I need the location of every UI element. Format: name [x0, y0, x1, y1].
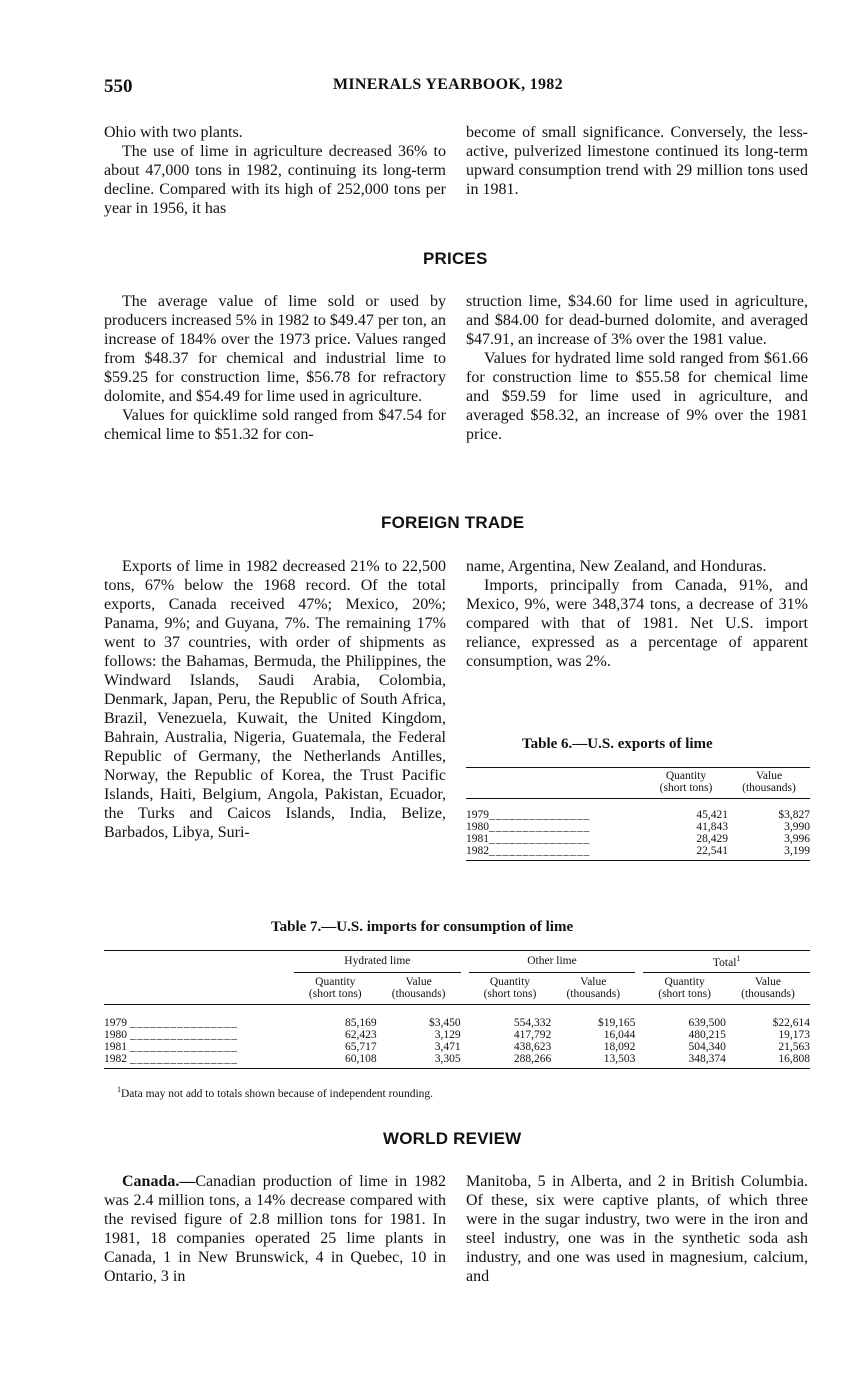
- prices-right-column: [466, 292, 808, 444]
- paragraph: Canada.—Canadian production of lime in 1982 was 2.4 million tons, a 14% decrease compared with the revised figure of 2.8 million tons for 1981. In 1981, 18 companies operated 25 lime plants in Canada, 1 in New Brunswick, 4 in Quebec, 10 in Ontario, 3 in: [104, 1173, 446, 1285]
- prices-left-column: [104, 292, 446, 444]
- table6-col-val: Value (thousands): [742, 770, 796, 794]
- table7-group-total: Total$^1$: [643, 951, 810, 973]
- world-review-left-column: [104, 1172, 446, 1286]
- running-title: MINERALS YEARBOOK, 1982: [333, 76, 563, 93]
- table6-caption: Table 6.—U.S. exports of lime: [522, 736, 713, 752]
- paragraph: become of small significance. Conversely, the less-active, pulverized limestone continued its long-term upward consumption trend with 29 million tons used in 1981.: [466, 124, 808, 198]
- paragraph: Ohio with two plants.: [104, 124, 243, 141]
- table-row: 1982_______________ 22,541 3,199: [466, 845, 810, 857]
- table7-footnote: $^1$Data may not add to totals shown because of independent rounding.: [117, 1085, 434, 1100]
- paragraph: Manitoba, 5 in Alberta, and 2 in British Columbia. Of these, six were captive plants, of which three were in the sugar industry, two were in the iron and steel industry, one was in the synthetic soda ash industry, and one was used in magnesium, calcium, and: [466, 1173, 808, 1285]
- world-review-right-column: [466, 1172, 808, 1286]
- table7-group-hydrated: Hydrated lime: [294, 951, 461, 973]
- table7: Hydrated lime Other lime Total$^1$ Quantity (short tons) Value (thousands) Quantity (short tons) Value (thousands) Quantity (short tons) Value (thousands) 1979 ________________ 85,169 $3,450 554,332 $19,165 639,500 $22,614 1980 ________________ 62,423 3,129 417,792 16,044 480,215 19,173 1981 ________________ 65,717 3,471 438,623 18,092 504,340 21,563 1982 ________________ 60,108 3,305 288,266 13,503 348,374 16,808: [104, 950, 810, 1069]
- paragraph: Exports of lime in 1982 decreased 21% to 22,500 tons, 67% below the 1968 record. Of the total exports, Canada received 47%; Mexico, 20%; Panama, 9%; and Guyana, 7%. The remaining 17% went to 37 countries, with order of shipments as follows: the Bahamas, Bermuda, the Philippines, the Windward Islands, Saudi Arabia, Colombia, Denmark, Japan, Peru, the Republic of South Africa, Brazil, Venezuela, Kuwait, the United Kingdom, Bahrain, Australia, Nigeria, Guatemala, the Federal Republic of Germany, the Netherlands Antilles, Norway, the Republic of Korea, the Trust Pacific Islands, Haiti, Belgium, Angola, Pakistan, Ecuador, the Turks and Caicos Islands, India, Belize, Barbados, Libya, Suri-: [104, 558, 446, 841]
- foreign-trade-left-column: [104, 557, 446, 842]
- paragraph: Imports, principally from Canada, 91%, and Mexico, 9%, were 348,374 tons, a decrease of 31% compared with that of 1981. Net U.S. import reliance, expressed as a percentage of apparent consumption, was 2%.: [466, 577, 808, 670]
- intro-right-column: [466, 123, 808, 199]
- paragraph: Values for quicklime sold ranged from $47.54 for chemical lime to $51.32 for con-: [104, 407, 446, 443]
- paragraph: struction lime, $34.60 for lime used in agriculture, and $84.00 for dead-burned dolomite, and averaged $47.91, an increase of 3% over the 1981 value.: [466, 293, 808, 348]
- section-heading-world-review: WORLD REVIEW: [383, 1129, 522, 1148]
- table-row: 1981 ________________ 65,717 3,471 438,623 18,092 504,340 21,563: [104, 1040, 810, 1053]
- table7-caption: Table 7.—U.S. imports for consumption of lime: [271, 919, 574, 935]
- paragraph: The use of lime in agriculture decreased 36% to about 47,000 tons in 1982, continuing its long-term decline. Compared with its high of 252,000 tons per year in 1956, it has: [104, 143, 446, 217]
- section-heading-prices: PRICES: [423, 249, 488, 268]
- foreign-trade-right-column: [466, 557, 808, 671]
- table6: [466, 767, 810, 861]
- table-row: 1980_______________ 41,843 3,990: [466, 821, 810, 833]
- table-row: 1981_______________ 28,429 3,996: [466, 833, 810, 845]
- table-row: 1979_______________ 45,421 $3,827: [466, 809, 810, 821]
- paragraph: name, Argentina, New Zealand, and Honduras.: [466, 558, 767, 575]
- page-number: 550: [104, 76, 133, 97]
- section-heading-foreign-trade: FOREIGN TRADE: [381, 513, 525, 532]
- table-row: 1980 ________________ 62,423 3,129 417,792 16,044 480,215 19,173: [104, 1028, 810, 1041]
- table-row: 1982 ________________ 60,108 3,305 288,266 13,503 348,374 16,808: [104, 1052, 810, 1065]
- paragraph: Values for hydrated lime sold ranged from $61.66 for construction lime to $55.58 for chemical lime and $59.59 for lime used in agriculture, and averaged $58.32, an increase of 9% over the 1981 price.: [466, 350, 808, 443]
- paragraph: The average value of lime sold or used by producers increased 5% in 1982 to $49.47 per ton, an increase of 184% over the 1973 price. Values ranged from $48.37 for chemical and industrial lime to $59.25 for construction lime, $56.78 for refractory dolomite, and $54.49 for lime used in agriculture.: [104, 293, 446, 405]
- table7-group-other: Other lime: [469, 951, 636, 973]
- table-row: 1979 ________________ 85,169 $3,450 554,332 $19,165 639,500 $22,614: [104, 1016, 810, 1029]
- table6-col-qty: Quantity (short tons): [659, 770, 713, 794]
- intro-left-column: [104, 123, 446, 218]
